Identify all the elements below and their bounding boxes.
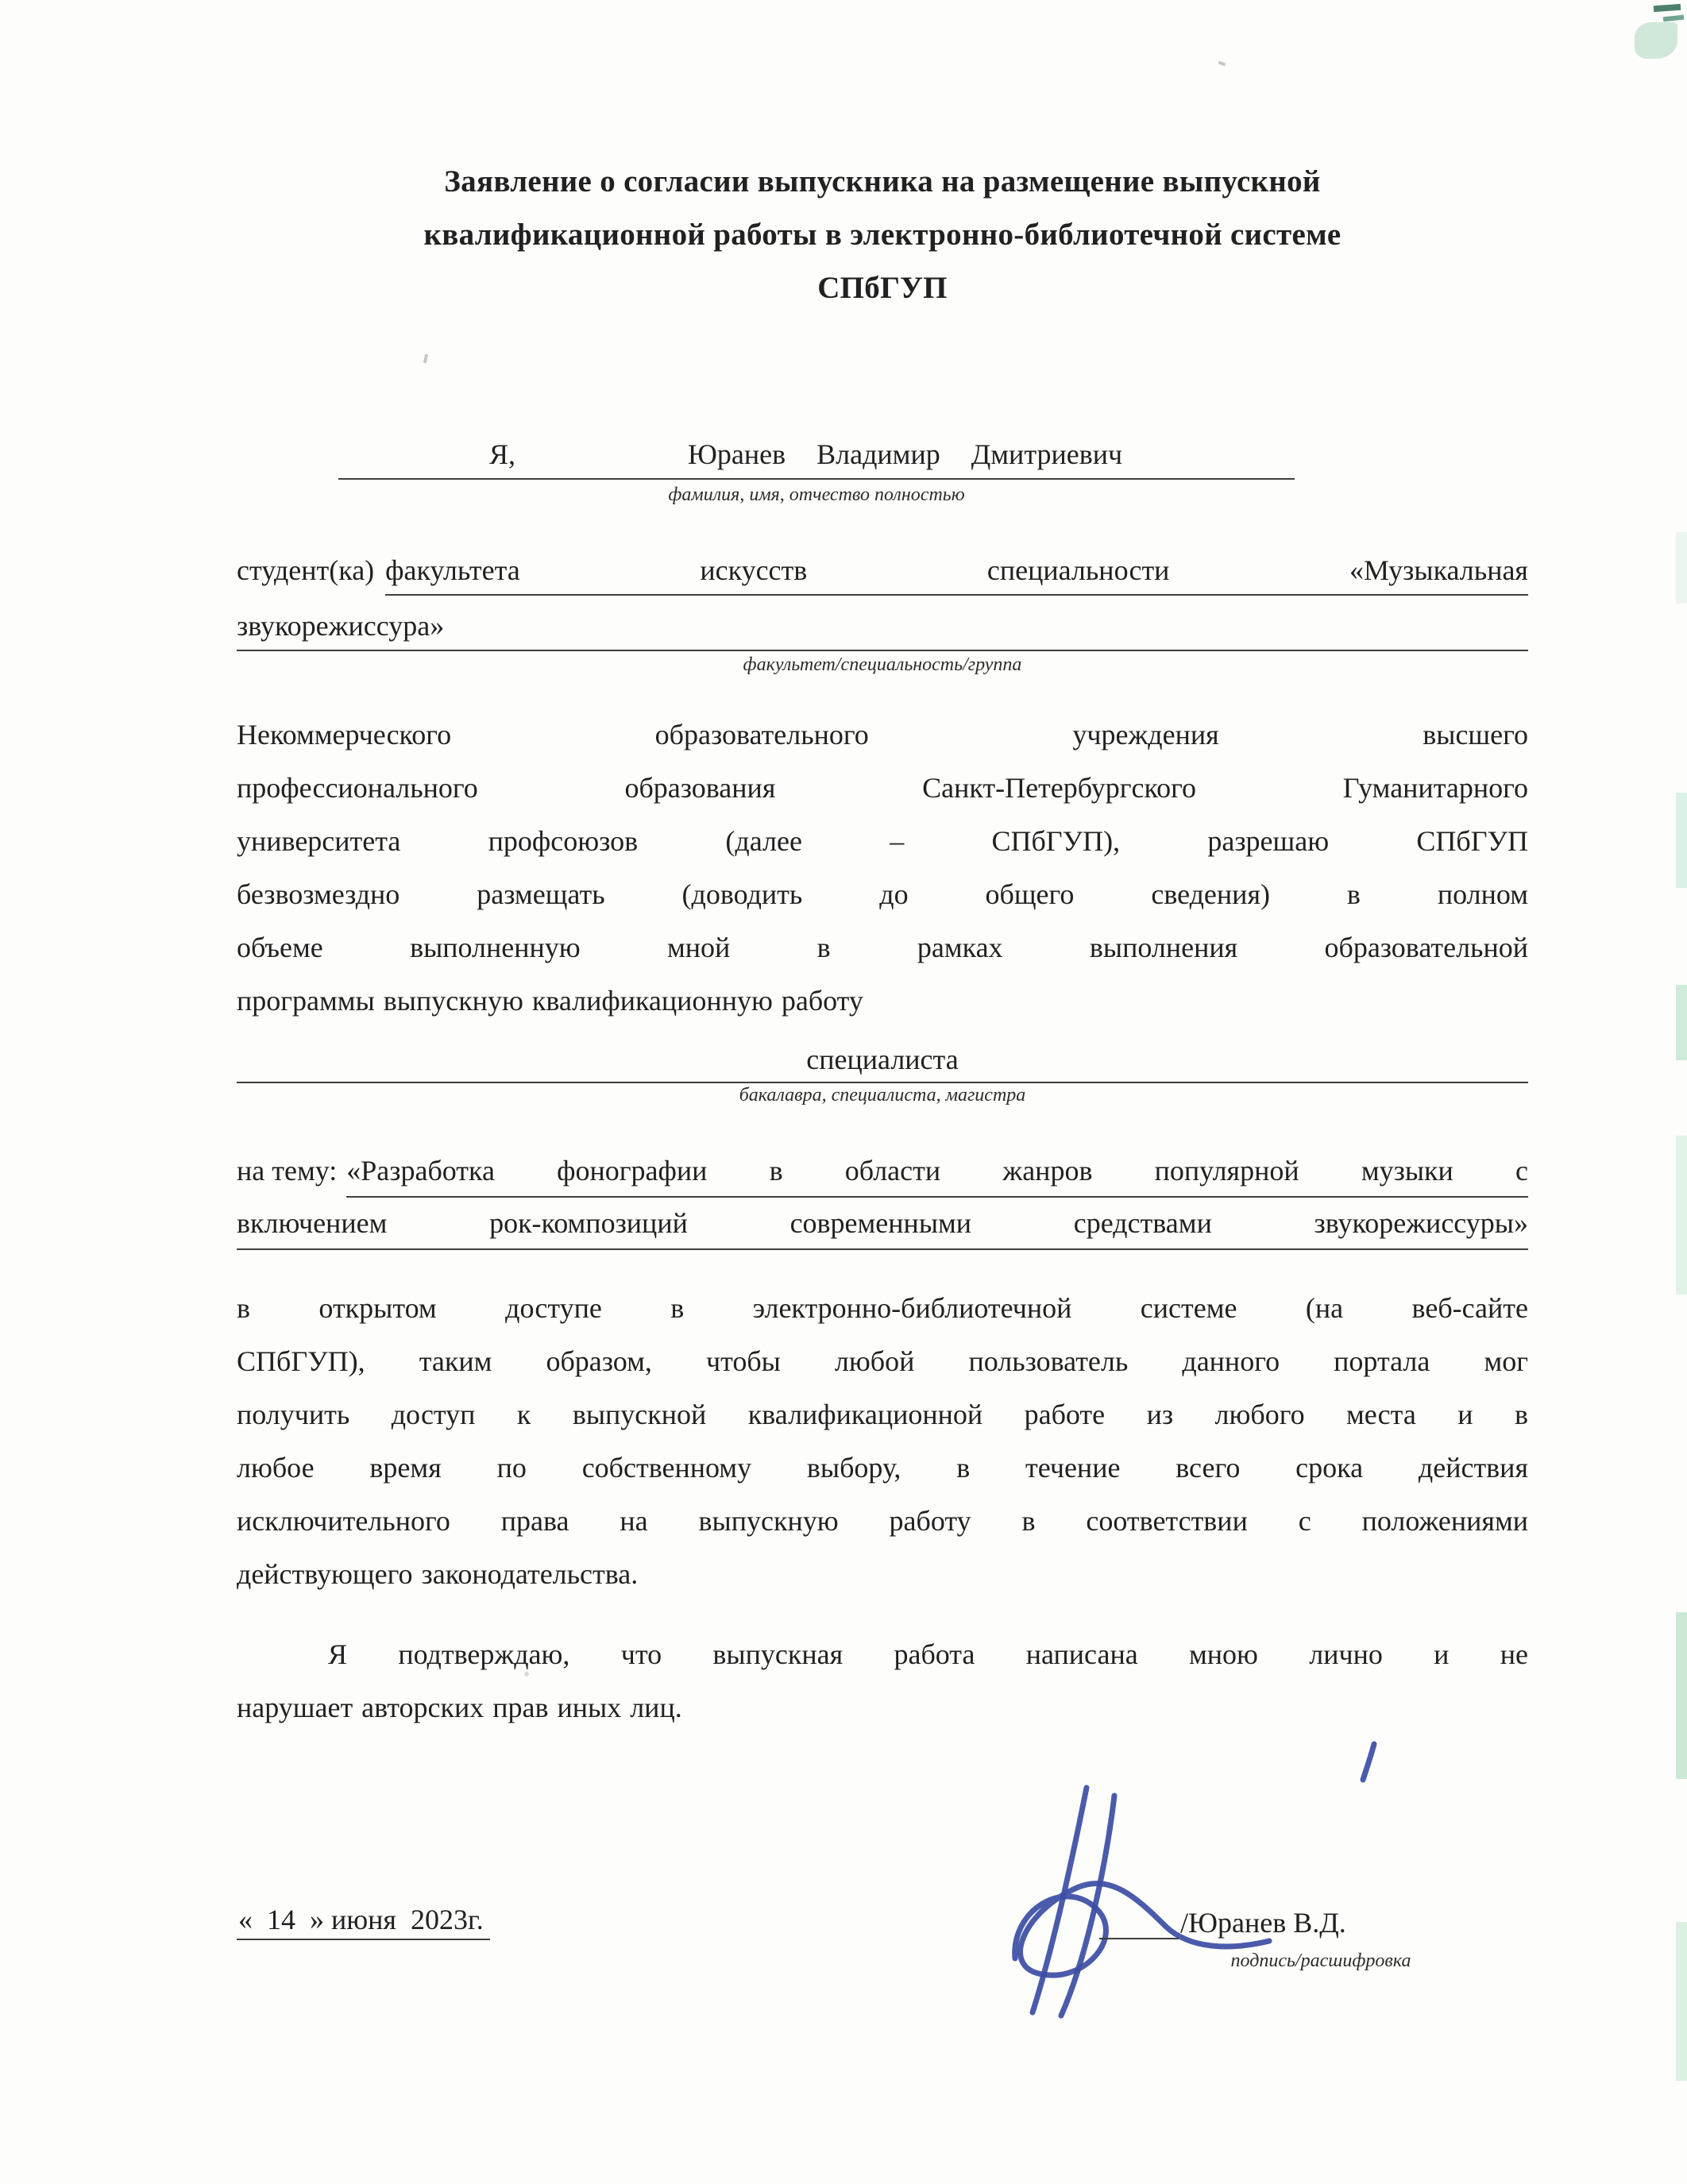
degree-field: специалиста [237,1039,1528,1083]
body1-line: университета профсоюзов (далее – СПбГУП), разрешаю СПбГУП [237,825,1528,857]
name-field [338,432,1295,480]
student-value-line1: факультета искусств специальности «Музыкальная [385,546,1528,596]
document-title [237,155,1528,314]
student-prefix: студент(ка) [237,554,375,586]
body-paragraph-1 [237,708,1528,1028]
body2-line: действующего законодательства. [237,1558,639,1590]
body1-line: безвозмездно размещать (доводить до общего сведения) в полном [237,878,1528,910]
topic-prefix: на тему: [237,1155,338,1187]
scan-artifact-edge-strip [1676,793,1687,888]
signature-line [1099,1903,1346,1939]
scan-artifact-edge-strip [1676,1612,1687,1779]
degree-caption: бакалавра, специалиста, магистра [739,1085,1026,1106]
body1-line: Некоммерческого образовательного учреждения высшего [237,719,1528,751]
footer [237,1782,1528,2116]
title-line-3: СПбГУП [817,271,948,305]
student-caption: факультет/специальность/группа [743,654,1022,675]
student-field [237,546,1528,596]
date-field: « 14 » июня 2023г. [237,1903,490,1940]
scan-artifact-corner-dash [1654,4,1681,12]
scan-artifact-corner-blob [1635,22,1677,59]
body-paragraph-3 [237,1628,1528,1734]
body1-line: профессионального образования Санкт-Петербургского Гуманитарного [237,772,1528,804]
signature-blank-underline [1099,1903,1179,1939]
signature-caption: подпись/расшифровка [1230,1951,1411,1971]
body1-line: программы выпускную квалификационную работу [237,985,863,1017]
scan-artifact-edge-strip [1676,985,1687,1060]
body3-line: нарушает авторских прав иных лиц. [237,1692,682,1723]
scan-artifact-edge-strip [1676,1922,1687,2081]
student-value-line2: звукорежиссура» [237,602,1528,651]
body2-line: исключительного права на выпускную работу в соответствии с положениями [237,1505,1528,1537]
topic-value-line1: «Разработка фонографии в области жанров популярной музыки с [346,1145,1528,1198]
scan-artifact-edge-strip [1676,1136,1687,1295]
name-caption: фамилия, имя, отчество полностью [668,484,965,505]
body2-line: в открытом доступе в электронно-библиотечной системе (на веб-сайте [237,1292,1528,1324]
signature-name: /Юранев В.Д. [1180,1907,1346,1939]
name-value: Юранев Владимир Дмитриевич [687,438,1123,470]
handwritten-signature [967,1720,1412,2038]
body1-line: объеме выполненную мной в рамках выполнения образовательной [237,932,1528,963]
scan-artifact-edge-strip [1676,532,1687,604]
name-prefix: Я, [489,438,516,470]
body2-line: любое время по собственному выбору, в течение всего срока действия [237,1452,1528,1484]
body2-line: СПбГУП), таким образом, чтобы любой пользователь данного портала мог [237,1345,1528,1377]
body-paragraph-2 [237,1282,1528,1601]
title-line-1: Заявление о согласии выпускника на размещение выпускной [444,164,1321,199]
name-caption-wrap [338,483,1295,507]
title-line-2: квалификационной работы в электронно-библиотечной системе [423,218,1341,252]
scan-artifact-corner-dash [1663,15,1684,22]
document-content [237,0,1528,2116]
topic-value-line2: включением рок-композиций современными средствами звукорежиссуры» [237,1198,1528,1250]
topic-field [237,1145,1528,1198]
body3-line: Я подтверждаю, что выпускная работа написана мною лично и не [328,1638,1528,1670]
body2-line: получить доступ к выпускной квалификационной работе из любого места и в [237,1399,1528,1430]
